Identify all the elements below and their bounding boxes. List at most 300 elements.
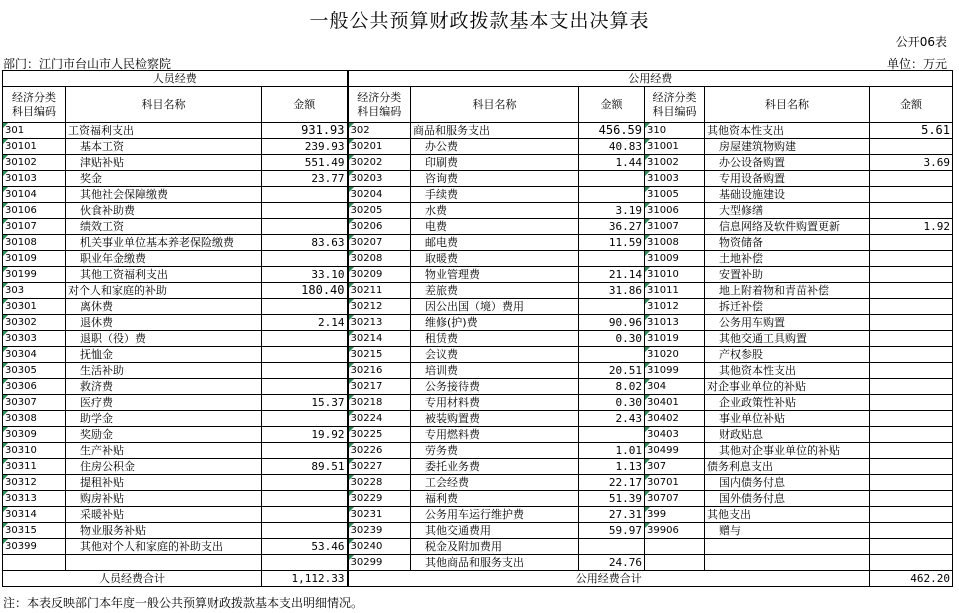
code-cell: 30307 (3, 395, 66, 411)
name-cell: 租赁费 (411, 331, 579, 347)
name-cell: 伙食补助费 (66, 203, 262, 219)
amount-cell: 1.13 (579, 459, 645, 475)
code-cell: 30312 (3, 475, 66, 491)
code-cell: 30102 (3, 155, 66, 171)
name-cell: 福利费 (411, 491, 579, 507)
name-cell: 培训费 (411, 363, 579, 379)
amount-cell: 22.17 (579, 475, 645, 491)
amount-cell (262, 331, 348, 347)
amount-cell (870, 171, 953, 187)
table-row (3, 411, 953, 427)
amount-cell (870, 411, 953, 427)
code-cell: 30299 (348, 555, 411, 571)
name-cell: 助学金 (66, 411, 262, 427)
department-label: 部门：江门市台山市人民检察院 (3, 57, 172, 71)
expenditure-table (2, 70, 953, 587)
amount-cell (870, 395, 953, 411)
code-cell: 30213 (348, 315, 411, 331)
amount-cell (262, 347, 348, 363)
name-cell: 物资储备 (705, 235, 870, 251)
code-cell: 30106 (3, 203, 66, 219)
name-cell: 其他商品和服务支出 (411, 555, 579, 571)
amount-cell: 24.76 (579, 555, 645, 571)
name-cell: 咨询费 (411, 171, 579, 187)
name-cell: 差旅费 (411, 283, 579, 299)
name-cell: 专用设备购置 (705, 171, 870, 187)
code-cell: 30212 (348, 299, 411, 315)
name-cell (705, 555, 870, 571)
name-cell: 机关事业单位基本养老保险缴费 (66, 235, 262, 251)
code-cell: 30227 (348, 459, 411, 475)
code-cell: 31006 (645, 203, 705, 219)
name-cell: 其他工资福利支出 (66, 267, 262, 283)
code-cell: 30226 (348, 443, 411, 459)
code-cell: 31020 (645, 347, 705, 363)
amount-cell: 180.40 (262, 283, 348, 299)
name-cell: 邮电费 (411, 235, 579, 251)
amount-cell: 5.61 (870, 123, 953, 139)
table-row (3, 123, 953, 139)
amount-cell: 31.86 (579, 283, 645, 299)
table-row (3, 363, 953, 379)
amount-cell: 33.10 (262, 267, 348, 283)
code-cell: 31010 (645, 267, 705, 283)
code-cell: 30229 (348, 491, 411, 507)
amount-cell: 1.44 (579, 155, 645, 171)
code-cell: 31011 (645, 283, 705, 299)
name-cell: 电费 (411, 219, 579, 235)
amount-cell: 0.30 (579, 395, 645, 411)
amount-cell (870, 299, 953, 315)
amount-cell (262, 475, 348, 491)
code-cell: 30314 (3, 507, 66, 523)
name-cell: 印刷费 (411, 155, 579, 171)
unit-label: 单位：万元 (886, 57, 947, 71)
code-cell: 399 (645, 507, 705, 523)
code-cell: 31005 (645, 187, 705, 203)
col-header-amount: 金额 (262, 87, 348, 123)
amount-cell (262, 203, 348, 219)
amount-cell: 931.93 (262, 123, 348, 139)
name-cell: 奖励金 (66, 427, 262, 443)
amount-cell: 2.14 (262, 315, 348, 331)
table-code: 公开06表 (895, 35, 947, 49)
code-cell: 30401 (645, 395, 705, 411)
code-cell (645, 539, 705, 555)
code-cell: 31003 (645, 171, 705, 187)
col-header-code: 经济分类 科目编码 (645, 87, 705, 123)
amount-cell: 19.92 (262, 427, 348, 443)
code-cell: 30224 (348, 411, 411, 427)
code-cell (3, 555, 66, 571)
amount-cell: 0.30 (579, 331, 645, 347)
code-cell: 30403 (645, 427, 705, 443)
code-cell: 30315 (3, 523, 66, 539)
code-cell: 30301 (3, 299, 66, 315)
amount-cell (870, 203, 953, 219)
name-cell: 物业服务补贴 (66, 523, 262, 539)
amount-cell: 239.93 (262, 139, 348, 155)
amount-cell (262, 219, 348, 235)
code-cell: 30231 (348, 507, 411, 523)
table-row (3, 395, 953, 411)
name-cell: 国内债务付息 (705, 475, 870, 491)
totals-row (3, 571, 953, 587)
amount-cell (870, 379, 953, 395)
amount-cell: 89.51 (262, 459, 348, 475)
amount-cell: 551.49 (262, 155, 348, 171)
code-cell: 303 (3, 283, 66, 299)
amount-cell (870, 187, 953, 203)
code-cell: 30207 (348, 235, 411, 251)
col-header-code: 经济分类 科目编码 (3, 87, 66, 123)
name-cell: 信息网络及软件购置更新 (705, 219, 870, 235)
code-cell: 30303 (3, 331, 66, 347)
amount-cell: 23.77 (262, 171, 348, 187)
col-header-name: 科目名称 (66, 87, 262, 123)
amount-cell: 11.59 (579, 235, 645, 251)
name-cell: 维修(护)费 (411, 315, 579, 331)
name-cell: 会议费 (411, 347, 579, 363)
code-cell: 30202 (348, 155, 411, 171)
code-cell: 30103 (3, 171, 66, 187)
code-cell: 30310 (3, 443, 66, 459)
amount-cell: 90.96 (579, 315, 645, 331)
col-header-name: 科目名称 (411, 87, 579, 123)
footnote: 注：本表反映部门本年度一般公共预算财政拨款基本支出明细情况。 (3, 596, 364, 610)
name-cell: 土地补偿 (705, 251, 870, 267)
name-cell: 基础设施建设 (705, 187, 870, 203)
code-cell: 30305 (3, 363, 66, 379)
table-row (3, 155, 953, 171)
table-row (3, 443, 953, 459)
amount-cell: 51.39 (579, 491, 645, 507)
amount-cell (262, 443, 348, 459)
name-cell (705, 539, 870, 555)
amount-cell (870, 475, 953, 491)
code-cell: 30109 (3, 251, 66, 267)
code-cell: 301 (3, 123, 66, 139)
amount-cell (870, 267, 953, 283)
code-cell: 31001 (645, 139, 705, 155)
amount-cell (870, 331, 953, 347)
name-cell: 地上附着物和青苗补偿 (705, 283, 870, 299)
amount-cell (579, 427, 645, 443)
table-row (3, 267, 953, 283)
name-cell: 工会经费 (411, 475, 579, 491)
name-cell: 公务用车购置 (705, 315, 870, 331)
name-cell: 专用燃料费 (411, 427, 579, 443)
amount-cell: 2.43 (579, 411, 645, 427)
amount-cell (579, 299, 645, 315)
code-cell (645, 555, 705, 571)
amount-cell: 83.63 (262, 235, 348, 251)
table-row (3, 171, 953, 187)
code-cell: 30302 (3, 315, 66, 331)
amount-cell: 21.14 (579, 267, 645, 283)
table-row (3, 523, 953, 539)
code-cell: 30108 (3, 235, 66, 251)
amount-cell (870, 347, 953, 363)
code-cell: 30309 (3, 427, 66, 443)
amount-cell: 1.01 (579, 443, 645, 459)
name-cell: 对企事业单位的补贴 (705, 379, 870, 395)
amount-cell (262, 523, 348, 539)
code-cell: 310 (645, 123, 705, 139)
amount-cell: 53.46 (262, 539, 348, 555)
name-cell: 对个人和家庭的补助 (66, 283, 262, 299)
amount-cell (870, 507, 953, 523)
amount-cell (262, 491, 348, 507)
amount-cell (579, 251, 645, 267)
name-cell: 专用材料费 (411, 395, 579, 411)
code-cell: 30107 (3, 219, 66, 235)
code-cell: 30104 (3, 187, 66, 203)
name-cell: 赠与 (705, 523, 870, 539)
amount-cell: 3.19 (579, 203, 645, 219)
amount-cell: 27.31 (579, 507, 645, 523)
code-cell: 31013 (645, 315, 705, 331)
amount-cell (579, 347, 645, 363)
amount-cell: 40.83 (579, 139, 645, 155)
amount-cell: 36.27 (579, 219, 645, 235)
amount-cell (870, 363, 953, 379)
table-row (3, 379, 953, 395)
table-row (3, 507, 953, 523)
code-cell: 30201 (348, 139, 411, 155)
code-cell: 304 (645, 379, 705, 395)
code-cell: 31012 (645, 299, 705, 315)
amount-cell (870, 315, 953, 331)
amount-cell (262, 507, 348, 523)
public-total-value: 462.20 (870, 571, 953, 587)
table-row (3, 187, 953, 203)
code-cell: 39906 (645, 523, 705, 539)
name-cell: 救济费 (66, 379, 262, 395)
code-cell: 31008 (645, 235, 705, 251)
code-cell: 30240 (348, 539, 411, 555)
name-cell: 债务利息支出 (705, 459, 870, 475)
name-cell: 办公费 (411, 139, 579, 155)
amount-cell (870, 139, 953, 155)
name-cell: 因公出国（境）费用 (411, 299, 579, 315)
code-cell: 30228 (348, 475, 411, 491)
name-cell: 工资福利支出 (66, 123, 262, 139)
name-cell: 其他对个人和家庭的补助支出 (66, 539, 262, 555)
amount-cell (870, 459, 953, 475)
name-cell: 离休费 (66, 299, 262, 315)
amount-cell (262, 363, 348, 379)
name-cell: 绩效工资 (66, 219, 262, 235)
amount-cell: 3.69 (870, 155, 953, 171)
code-cell: 30214 (348, 331, 411, 347)
table-row (3, 539, 953, 555)
name-cell: 其他支出 (705, 507, 870, 523)
col-header-amount: 金额 (579, 87, 645, 123)
code-cell: 30313 (3, 491, 66, 507)
code-cell: 307 (645, 459, 705, 475)
name-cell: 企业政策性补贴 (705, 395, 870, 411)
code-cell: 30206 (348, 219, 411, 235)
name-cell: 生产补贴 (66, 443, 262, 459)
amount-cell: 1.92 (870, 219, 953, 235)
code-cell: 30199 (3, 267, 66, 283)
public-total-label: 公用经费合计 (348, 571, 870, 587)
amount-cell (870, 283, 953, 299)
amount-cell (870, 427, 953, 443)
name-cell: 其他资本性支出 (705, 363, 870, 379)
name-cell: 安置补助 (705, 267, 870, 283)
table-row (3, 139, 953, 155)
name-cell: 其他交通工具购置 (705, 331, 870, 347)
amount-cell (262, 411, 348, 427)
amount-cell (262, 555, 348, 571)
code-cell: 31019 (645, 331, 705, 347)
public-group-header: 公用经费 (348, 71, 953, 87)
code-cell: 30208 (348, 251, 411, 267)
table-row (3, 219, 953, 235)
amount-cell (262, 187, 348, 203)
amount-cell (579, 187, 645, 203)
personnel-group-header: 人员经费 (3, 71, 348, 87)
name-cell: 手续费 (411, 187, 579, 203)
name-cell: 拆迁补偿 (705, 299, 870, 315)
col-header-amount: 金额 (870, 87, 953, 123)
name-cell: 其他对企事业单位的补贴 (705, 443, 870, 459)
code-cell: 30308 (3, 411, 66, 427)
name-cell: 商品和服务支出 (411, 123, 579, 139)
code-cell: 30399 (3, 539, 66, 555)
code-cell: 30225 (348, 427, 411, 443)
page-title: 一般公共预算财政拨款基本支出决算表 (309, 10, 650, 32)
name-cell: 财政贴息 (705, 427, 870, 443)
amount-cell (579, 171, 645, 187)
code-cell: 30239 (348, 523, 411, 539)
col-header-name: 科目名称 (705, 87, 870, 123)
name-cell: 物业管理费 (411, 267, 579, 283)
code-cell: 31002 (645, 155, 705, 171)
amount-cell (870, 251, 953, 267)
table-row (3, 555, 953, 571)
name-cell: 生活补助 (66, 363, 262, 379)
table-row (3, 427, 953, 443)
personnel-total-label: 人员经费合计 (3, 571, 262, 587)
table-row (3, 235, 953, 251)
amount-cell (579, 539, 645, 555)
amount-cell (870, 523, 953, 539)
table-row (3, 475, 953, 491)
amount-cell (262, 379, 348, 395)
name-cell: 提租补贴 (66, 475, 262, 491)
code-cell: 30209 (348, 267, 411, 283)
table-row (3, 331, 953, 347)
name-cell: 其他社会保障缴费 (66, 187, 262, 203)
table-row (3, 203, 953, 219)
amount-cell: 20.51 (579, 363, 645, 379)
name-cell: 国外债务付息 (705, 491, 870, 507)
name-cell: 基本工资 (66, 139, 262, 155)
amount-cell (262, 299, 348, 315)
code-cell: 30216 (348, 363, 411, 379)
code-cell: 30306 (3, 379, 66, 395)
code-cell: 31099 (645, 363, 705, 379)
table-row (3, 315, 953, 331)
name-cell: 其他资本性支出 (705, 123, 870, 139)
amount-cell: 456.59 (579, 123, 645, 139)
code-cell: 30402 (645, 411, 705, 427)
name-cell: 职业年金缴费 (66, 251, 262, 267)
code-cell: 30304 (3, 347, 66, 363)
name-cell: 公务接待费 (411, 379, 579, 395)
name-cell: 大型修缮 (705, 203, 870, 219)
table-row (3, 283, 953, 299)
table-row (3, 251, 953, 267)
code-cell: 30701 (645, 475, 705, 491)
amount-cell: 15.37 (262, 395, 348, 411)
name-cell: 购房补贴 (66, 491, 262, 507)
table-row (3, 299, 953, 315)
table-row (3, 347, 953, 363)
name-cell: 抚恤金 (66, 347, 262, 363)
name-cell: 劳务费 (411, 443, 579, 459)
code-cell: 31009 (645, 251, 705, 267)
amount-cell (262, 251, 348, 267)
name-cell: 取暖费 (411, 251, 579, 267)
amount-cell (870, 555, 953, 571)
name-cell: 公务用车运行维护费 (411, 507, 579, 523)
name-cell: 水费 (411, 203, 579, 219)
name-cell: 税金及附加费用 (411, 539, 579, 555)
name-cell: 房屋建筑物购建 (705, 139, 870, 155)
code-cell: 30215 (348, 347, 411, 363)
name-cell: 办公设备购置 (705, 155, 870, 171)
name-cell: 其他交通费用 (411, 523, 579, 539)
name-cell: 退职（役）费 (66, 331, 262, 347)
name-cell: 医疗费 (66, 395, 262, 411)
code-cell: 30204 (348, 187, 411, 203)
amount-cell (870, 491, 953, 507)
code-cell: 30205 (348, 203, 411, 219)
name-cell: 采暖补贴 (66, 507, 262, 523)
code-cell: 30203 (348, 171, 411, 187)
table-row (3, 491, 953, 507)
code-cell: 31007 (645, 219, 705, 235)
name-cell (66, 555, 262, 571)
code-cell: 30707 (645, 491, 705, 507)
name-cell: 津贴补贴 (66, 155, 262, 171)
name-cell: 退休费 (66, 315, 262, 331)
name-cell: 被装购置费 (411, 411, 579, 427)
code-cell: 30218 (348, 395, 411, 411)
code-cell: 30101 (3, 139, 66, 155)
name-cell: 委托业务费 (411, 459, 579, 475)
amount-cell: 8.02 (579, 379, 645, 395)
personnel-total-value: 1,112.33 (262, 571, 348, 587)
code-cell: 30211 (348, 283, 411, 299)
name-cell: 产权参股 (705, 347, 870, 363)
code-cell: 30311 (3, 459, 66, 475)
code-cell: 30217 (348, 379, 411, 395)
amount-cell (870, 443, 953, 459)
name-cell: 奖金 (66, 171, 262, 187)
amount-cell (870, 235, 953, 251)
name-cell: 事业单位补贴 (705, 411, 870, 427)
table-row (3, 459, 953, 475)
code-cell: 302 (348, 123, 411, 139)
name-cell: 住房公积金 (66, 459, 262, 475)
col-header-code: 经济分类 科目编码 (348, 87, 411, 123)
amount-cell (870, 539, 953, 555)
